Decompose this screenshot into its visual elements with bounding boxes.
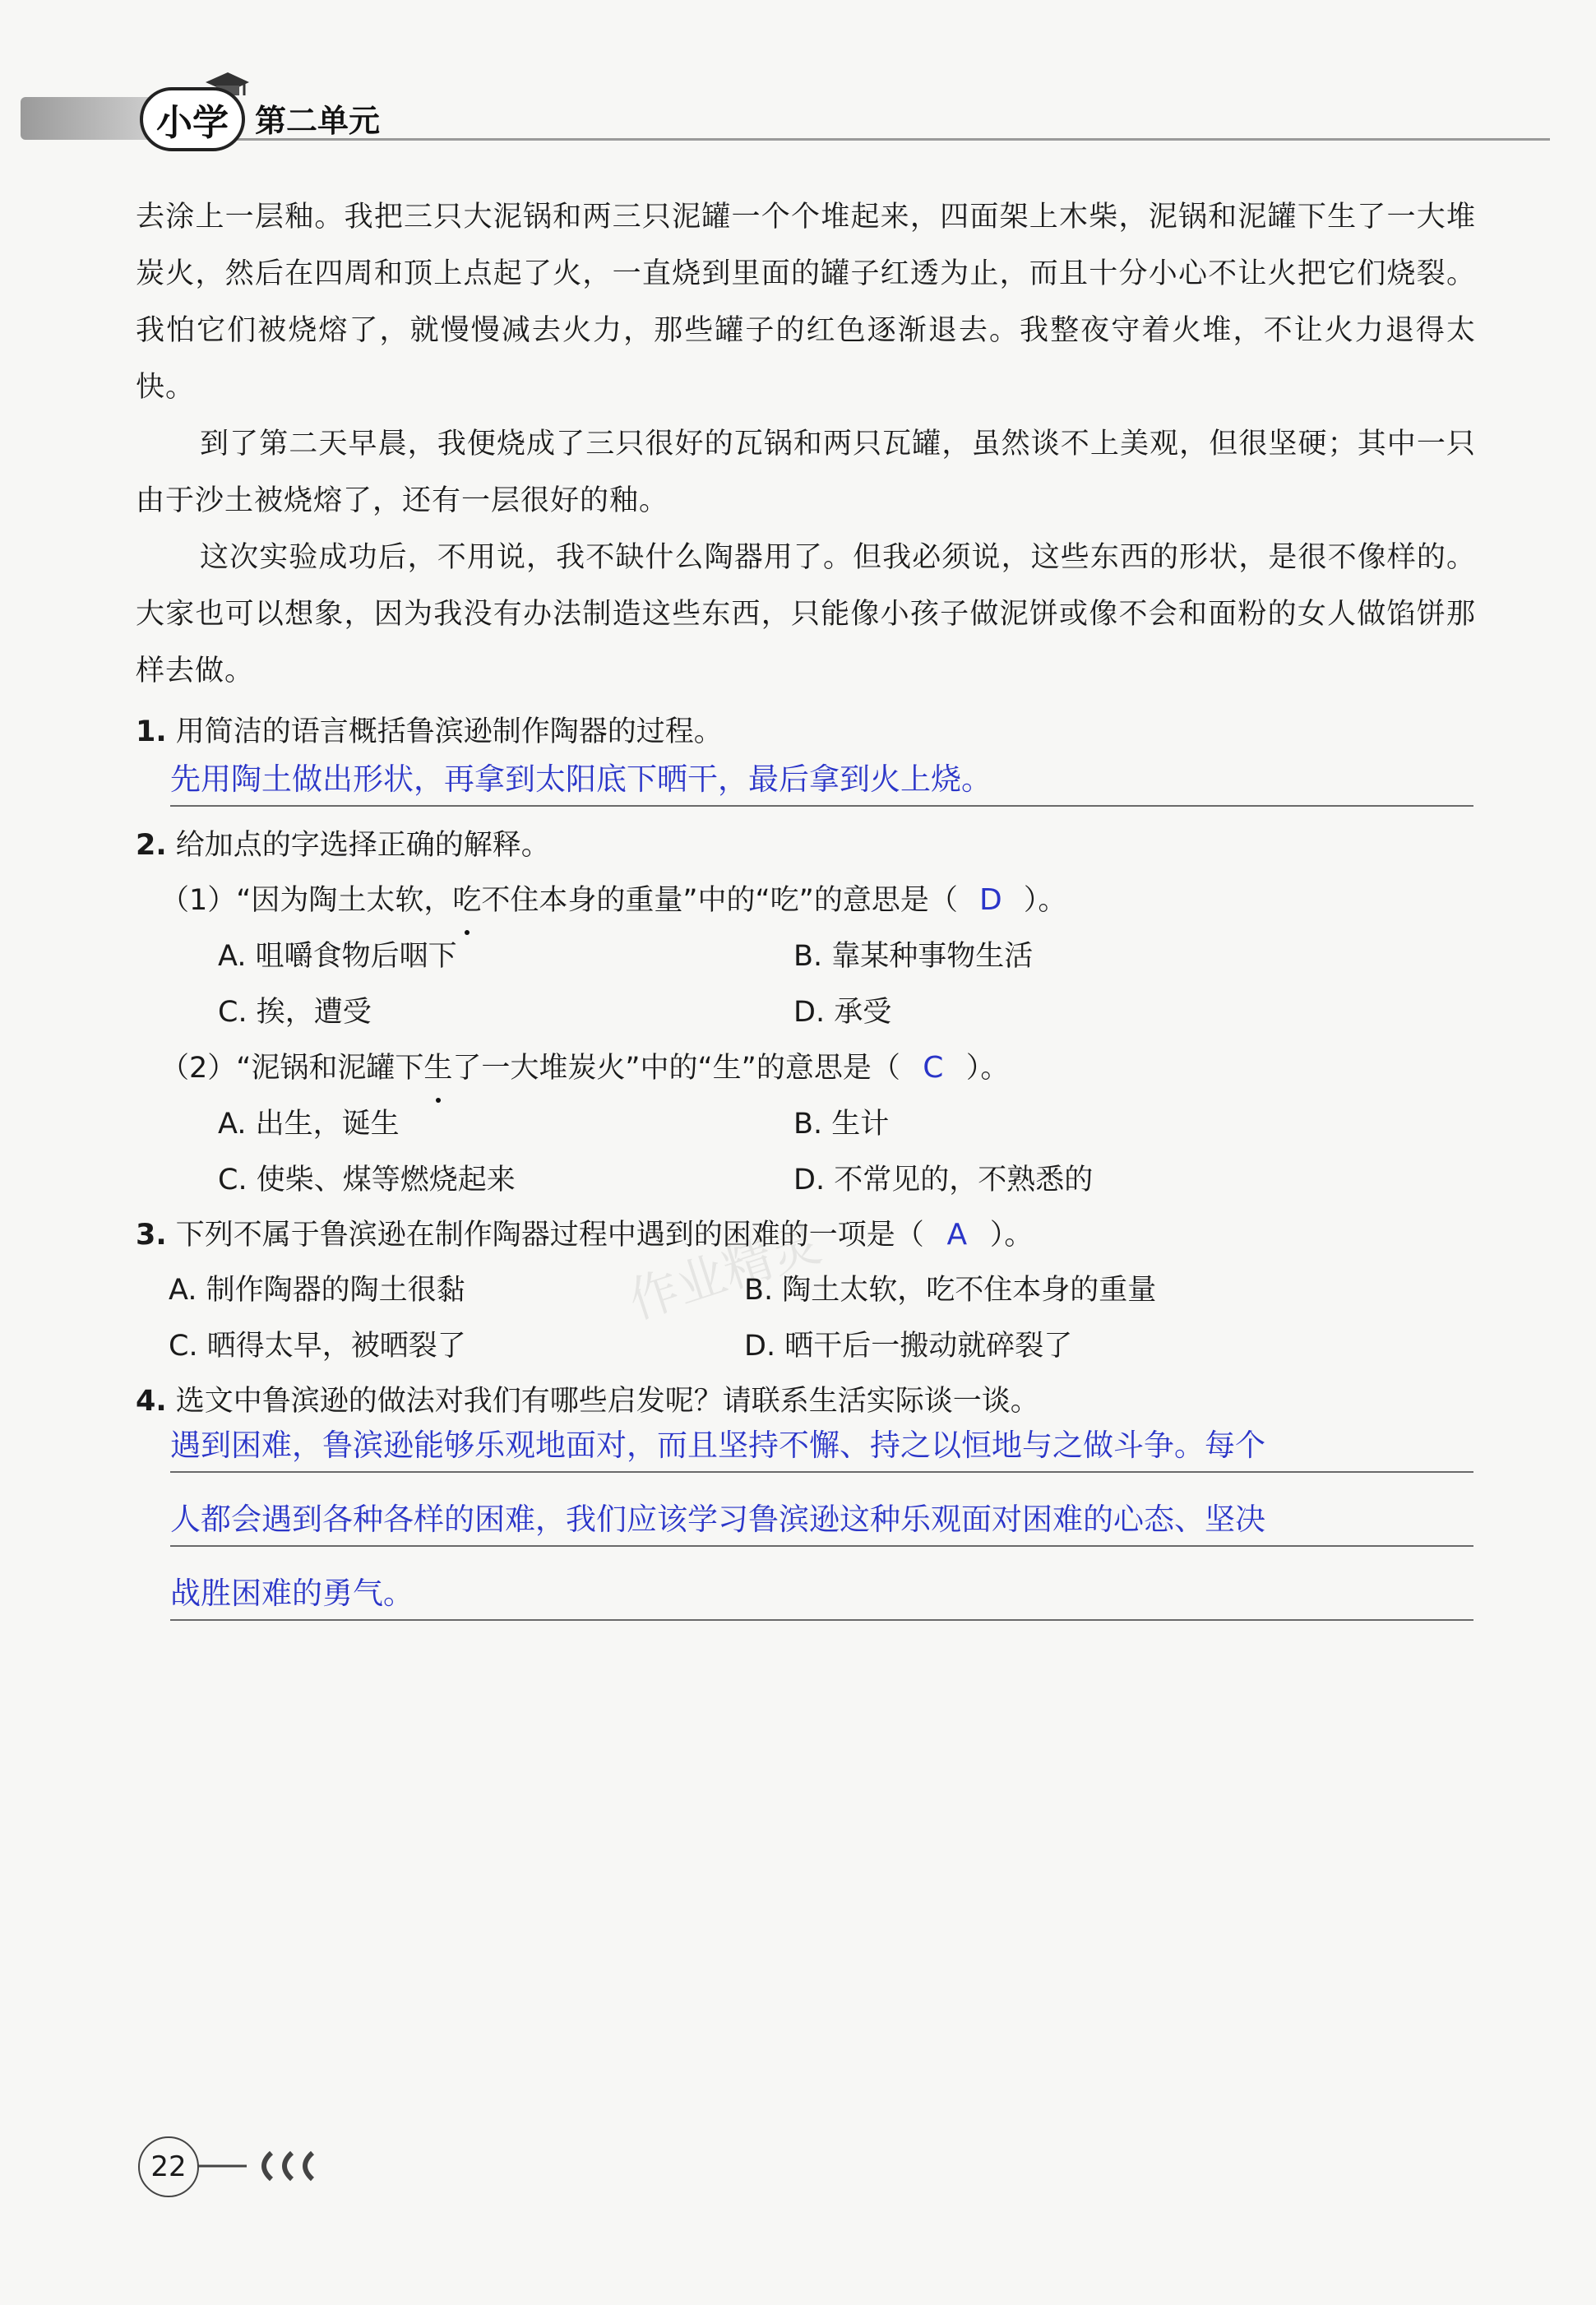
watermark: 作业精灵: [622, 1215, 828, 1331]
question-text: 用简洁的语言概括鲁滨逊制作陶器的过程。: [175, 715, 723, 748]
option[interactable]: D. 不常见的，不熟悉的: [793, 1164, 1094, 1196]
option[interactable]: A. 制作陶器的陶土很黏: [169, 1274, 465, 1307]
answer-text: 先用陶土做出形状，再拿到太阳底下晒干，最后拿到火上烧。: [170, 761, 992, 797]
option[interactable]: B. 生计: [793, 1108, 890, 1141]
question-3: 3. 下列不属于鲁滨逊在制作陶器过程中遇到的困难的一项是（ A ）。 A. 制作陶器的陶土很黏 B. 陶土太软，吃不住本身的重量 C. 晒得太早，被晒裂了 D. 晒干后一搬动就碎裂了: [136, 1208, 1476, 1374]
option[interactable]: B. 陶土太软，吃不住本身的重量: [744, 1274, 1157, 1307]
answer-text: 遇到困难，鲁滨逊能够乐观地面对，而且坚持不懈、持之以恒地与之做斗争。每个: [170, 1428, 1265, 1463]
options-grid: [218, 928, 1476, 1040]
answer-choice[interactable]: C: [923, 1051, 944, 1085]
question-number: 2.: [136, 829, 167, 862]
question-number: 4.: [136, 1385, 167, 1418]
options-grid: [169, 1262, 1476, 1374]
option[interactable]: A. 咀嚼食物后咽下: [218, 940, 457, 973]
option[interactable]: C. 挨，遭受: [218, 996, 372, 1029]
sub-question-1: （1）“因为陶土太软，吃不住本身的重量”中的“吃”的意思是（ D ）。: [160, 872, 1476, 928]
question-text: 给加点的字选择正确的解释。: [175, 829, 550, 862]
option[interactable]: D. 承受: [793, 996, 892, 1029]
passage-paragraph: 到了第二天早晨，我便烧成了三只很好的瓦锅和两只瓦罐，虽然谈不上美观，但很坚硬；其中一只由于沙土被烧熔了，还有一层很好的釉。: [136, 428, 1476, 517]
passage-paragraph: 这次实验成功后，不用说，我不缺什么陶器用了。但我必须说，这些东西的形状，是很不像样的。大家也可以想象，因为我没有办法制造这些东西，只能像小孩子做泥饼或像不会和面粉的女人做馅饼那样去做。: [136, 541, 1476, 687]
logo-badge: 小学: [140, 87, 245, 151]
option[interactable]: D. 晒干后一搬动就碎裂了: [744, 1330, 1073, 1363]
answer-line[interactable]: [170, 1473, 1473, 1547]
answer-choice[interactable]: D: [978, 883, 1002, 917]
option[interactable]: B. 靠某种事物生活: [793, 940, 1034, 973]
question-1: [136, 705, 1476, 807]
question-number: 1.: [136, 715, 167, 748]
sub-question-2: （2）“泥锅和泥罐下生了一大堆炭火”中的“生”的意思是（ C ）。: [160, 1040, 1476, 1096]
question-4: [136, 1374, 1476, 1621]
dotted-character: 生: [423, 1040, 452, 1096]
header-rule: [218, 138, 1550, 141]
page-number: 22: [138, 2136, 199, 2197]
answer-line[interactable]: [170, 1428, 1473, 1473]
answer-line[interactable]: [170, 1547, 1473, 1621]
main-content: [136, 189, 1476, 1621]
option[interactable]: C. 使柴、煤等燃烧起来: [218, 1164, 516, 1196]
answer-line[interactable]: [170, 759, 1473, 807]
option[interactable]: A. 出生，诞生: [218, 1108, 400, 1141]
question-text: 选文中鲁滨逊的做法对我们有哪些启发呢？请联系生活实际谈一谈。: [175, 1385, 1039, 1418]
arrow-decoration-icon: [197, 2148, 337, 2184]
question-2: [136, 818, 1476, 1208]
option[interactable]: C. 晒得太早，被晒裂了: [169, 1330, 466, 1363]
answer-text: 战胜困难的勇气。: [170, 1576, 414, 1611]
unit-title: 第二单元: [255, 103, 381, 139]
passage-paragraph: 去涂上一层釉。我把三只大泥锅和两三只泥罐一个个堆起来，四面架上木柴，泥锅和泥罐下生了一大堆炭火，然后在四周和顶上点起了火，一直烧到里面的罐子红透为止，而且十分小心不让火把它们烧裂。我怕它们被烧熔了，就慢慢减去火力，那些罐子的红色逐渐退去。我整夜守着火堆，不让火力退得太快。: [136, 201, 1476, 404]
question-number: 3.: [136, 1219, 167, 1252]
page-header: [21, 82, 1550, 148]
answer-choice[interactable]: A: [946, 1218, 968, 1252]
answer-text: 人都会遇到各种各样的困难，我们应该学习鲁滨逊这种乐观面对困难的心态、坚决: [170, 1502, 1265, 1537]
options-grid: [218, 1096, 1476, 1208]
dotted-character: 吃: [452, 872, 481, 928]
question-text: 下列不属于鲁滨逊在制作陶器过程中遇到的困难的一项是（: [175, 1219, 924, 1252]
